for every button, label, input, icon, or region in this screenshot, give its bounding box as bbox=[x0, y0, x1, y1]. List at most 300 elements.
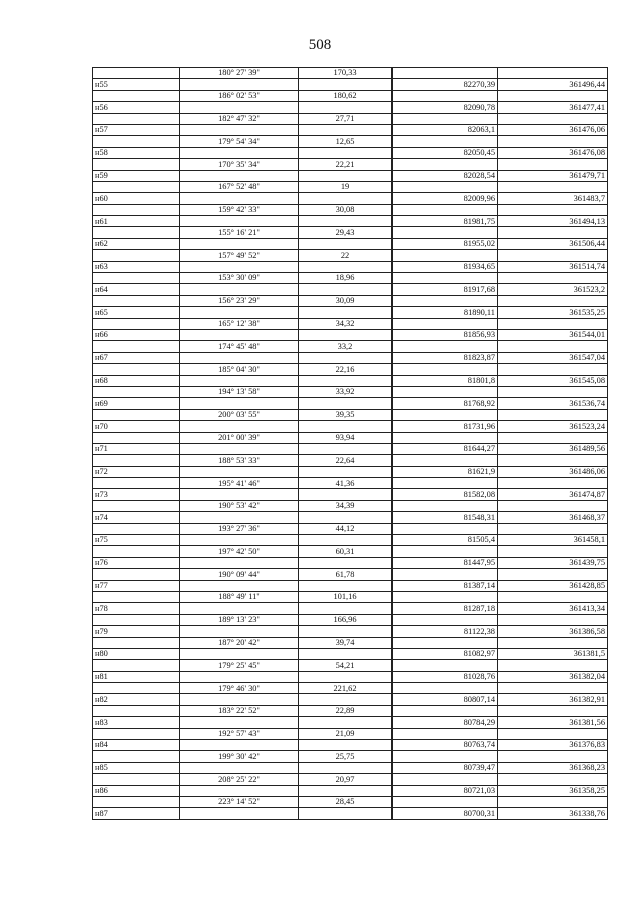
y-coordinate-cell bbox=[498, 774, 608, 785]
point-name-cell bbox=[93, 364, 180, 375]
y-coordinate-cell: 361458,1 bbox=[498, 535, 608, 546]
y-coordinate-cell bbox=[498, 455, 608, 466]
distance-cell bbox=[299, 216, 393, 227]
x-coordinate-cell bbox=[392, 318, 498, 329]
point-name-cell: н83 bbox=[93, 717, 180, 728]
point-name-cell: н68 bbox=[93, 375, 180, 386]
point-name-cell bbox=[93, 523, 180, 534]
bearing-angle-cell bbox=[180, 216, 299, 227]
bearing-angle-cell bbox=[180, 740, 299, 751]
bearing-angle-cell bbox=[180, 375, 299, 386]
y-coordinate-cell bbox=[498, 523, 608, 534]
y-coordinate-cell: 361476,06 bbox=[498, 124, 608, 135]
x-coordinate-cell bbox=[392, 204, 498, 215]
point-name-cell: н62 bbox=[93, 238, 180, 249]
x-coordinate-cell: 81731,96 bbox=[392, 421, 498, 432]
x-coordinate-cell: 81582,08 bbox=[392, 489, 498, 500]
segment-row bbox=[93, 181, 608, 192]
y-coordinate-cell: 361479,71 bbox=[498, 170, 608, 181]
bearing-angle-cell bbox=[180, 147, 299, 158]
bearing-angle-cell: 190° 53' 42" bbox=[180, 500, 299, 511]
x-coordinate-cell bbox=[392, 181, 498, 192]
segment-row bbox=[93, 364, 608, 375]
y-coordinate-cell: 361545,08 bbox=[498, 375, 608, 386]
bearing-angle-cell bbox=[180, 284, 299, 295]
distance-cell: 12,65 bbox=[299, 136, 393, 147]
bearing-angle-cell: 167° 52' 48" bbox=[180, 181, 299, 192]
bearing-angle-cell: 159° 42' 33" bbox=[180, 204, 299, 215]
y-coordinate-cell: 361477,41 bbox=[498, 102, 608, 113]
point-row bbox=[93, 307, 608, 318]
point-name-cell: н84 bbox=[93, 740, 180, 751]
x-coordinate-cell bbox=[392, 705, 498, 716]
y-coordinate-cell: 361382,04 bbox=[498, 671, 608, 682]
distance-cell: 61,78 bbox=[299, 569, 393, 580]
point-name-cell bbox=[93, 774, 180, 785]
segment-row bbox=[93, 797, 608, 808]
distance-cell: 27,71 bbox=[299, 113, 393, 124]
x-coordinate-cell: 81644,27 bbox=[392, 443, 498, 454]
point-name-cell bbox=[93, 318, 180, 329]
point-name-cell bbox=[93, 728, 180, 739]
point-name-cell: н76 bbox=[93, 557, 180, 568]
segment-row bbox=[93, 455, 608, 466]
segment-row bbox=[93, 614, 608, 625]
bearing-angle-cell: 197° 42' 50" bbox=[180, 546, 299, 557]
bearing-angle-cell bbox=[180, 535, 299, 546]
y-coordinate-cell bbox=[498, 90, 608, 101]
distance-cell bbox=[299, 261, 393, 272]
distance-cell bbox=[299, 284, 393, 295]
y-coordinate-cell bbox=[498, 728, 608, 739]
x-coordinate-cell: 82063,1 bbox=[392, 124, 498, 135]
bearing-angle-cell: 186° 02' 53" bbox=[180, 90, 299, 101]
y-coordinate-cell: 361547,04 bbox=[498, 352, 608, 363]
bearing-angle-cell bbox=[180, 466, 299, 477]
bearing-angle-cell bbox=[180, 421, 299, 432]
point-name-cell bbox=[93, 569, 180, 580]
bearing-angle-cell: 153° 30' 09" bbox=[180, 273, 299, 284]
distance-cell bbox=[299, 375, 393, 386]
point-row bbox=[93, 147, 608, 158]
distance-cell: 22,64 bbox=[299, 455, 393, 466]
distance-cell bbox=[299, 694, 393, 705]
distance-cell: 170,33 bbox=[299, 68, 393, 79]
distance-cell: 30,09 bbox=[299, 295, 393, 306]
bearing-angle-cell bbox=[180, 808, 299, 819]
x-coordinate-cell: 81548,31 bbox=[392, 512, 498, 523]
y-coordinate-cell: 361413,34 bbox=[498, 603, 608, 614]
segment-row bbox=[93, 250, 608, 261]
y-coordinate-cell bbox=[498, 432, 608, 443]
distance-cell bbox=[299, 421, 393, 432]
point-name-cell: н85 bbox=[93, 762, 180, 773]
point-name-cell bbox=[93, 705, 180, 716]
bearing-angle-cell bbox=[180, 671, 299, 682]
x-coordinate-cell bbox=[392, 683, 498, 694]
distance-cell: 44,12 bbox=[299, 523, 393, 534]
point-row bbox=[93, 603, 608, 614]
distance-cell: 20,97 bbox=[299, 774, 393, 785]
point-row bbox=[93, 421, 608, 432]
bearing-angle-cell: 156° 23' 29" bbox=[180, 295, 299, 306]
distance-cell bbox=[299, 147, 393, 158]
y-coordinate-cell: 361381,56 bbox=[498, 717, 608, 728]
point-row bbox=[93, 352, 608, 363]
distance-cell bbox=[299, 808, 393, 819]
x-coordinate-cell: 81447,95 bbox=[392, 557, 498, 568]
y-coordinate-cell bbox=[498, 364, 608, 375]
segment-row bbox=[93, 113, 608, 124]
point-name-cell: н59 bbox=[93, 170, 180, 181]
distance-cell bbox=[299, 580, 393, 591]
point-name-cell: н74 bbox=[93, 512, 180, 523]
y-coordinate-cell: 361474,87 bbox=[498, 489, 608, 500]
point-name-cell bbox=[93, 136, 180, 147]
distance-cell bbox=[299, 307, 393, 318]
point-name-cell: н81 bbox=[93, 671, 180, 682]
point-row bbox=[93, 102, 608, 113]
x-coordinate-cell: 80807,14 bbox=[392, 694, 498, 705]
distance-cell: 22 bbox=[299, 250, 393, 261]
y-coordinate-cell bbox=[498, 546, 608, 557]
point-name-cell bbox=[93, 751, 180, 762]
point-name-cell bbox=[93, 250, 180, 261]
x-coordinate-cell: 81082,97 bbox=[392, 648, 498, 659]
segment-row bbox=[93, 774, 608, 785]
point-row bbox=[93, 398, 608, 409]
y-coordinate-cell: 361483,7 bbox=[498, 193, 608, 204]
point-name-cell: н87 bbox=[93, 808, 180, 819]
point-name-cell bbox=[93, 341, 180, 352]
point-row bbox=[93, 170, 608, 181]
distance-cell bbox=[299, 102, 393, 113]
point-row bbox=[93, 557, 608, 568]
distance-cell: 34,32 bbox=[299, 318, 393, 329]
y-coordinate-cell: 361523,24 bbox=[498, 421, 608, 432]
x-coordinate-cell: 81823,87 bbox=[392, 352, 498, 363]
point-name-cell bbox=[93, 797, 180, 808]
bearing-angle-cell: 189° 13' 23" bbox=[180, 614, 299, 625]
y-coordinate-cell bbox=[498, 68, 608, 79]
x-coordinate-cell bbox=[392, 797, 498, 808]
bearing-angle-cell bbox=[180, 398, 299, 409]
x-coordinate-cell bbox=[392, 68, 498, 79]
point-row bbox=[93, 216, 608, 227]
y-coordinate-cell bbox=[498, 250, 608, 261]
bearing-angle-cell bbox=[180, 580, 299, 591]
x-coordinate-cell bbox=[392, 774, 498, 785]
point-name-cell bbox=[93, 683, 180, 694]
x-coordinate-cell: 81621,9 bbox=[392, 466, 498, 477]
distance-cell bbox=[299, 603, 393, 614]
point-name-cell: н82 bbox=[93, 694, 180, 705]
segment-row bbox=[93, 478, 608, 489]
y-coordinate-cell bbox=[498, 797, 608, 808]
point-name-cell: н73 bbox=[93, 489, 180, 500]
bearing-angle-cell bbox=[180, 489, 299, 500]
y-coordinate-cell: 361381,5 bbox=[498, 648, 608, 659]
point-name-cell bbox=[93, 660, 180, 671]
bearing-angle-cell bbox=[180, 238, 299, 249]
point-row bbox=[93, 466, 608, 477]
point-row bbox=[93, 238, 608, 249]
distance-cell bbox=[299, 443, 393, 454]
distance-cell: 30,08 bbox=[299, 204, 393, 215]
point-row bbox=[93, 79, 608, 90]
x-coordinate-cell bbox=[392, 295, 498, 306]
coordinates-table-body bbox=[93, 68, 608, 820]
point-name-cell: н72 bbox=[93, 466, 180, 477]
x-coordinate-cell: 80721,03 bbox=[392, 785, 498, 796]
y-coordinate-cell bbox=[498, 614, 608, 625]
x-coordinate-cell bbox=[392, 159, 498, 170]
x-coordinate-cell: 82009,96 bbox=[392, 193, 498, 204]
point-name-cell: н64 bbox=[93, 284, 180, 295]
distance-cell: 39,35 bbox=[299, 409, 393, 420]
bearing-angle-cell: 165° 12' 38" bbox=[180, 318, 299, 329]
x-coordinate-cell bbox=[392, 637, 498, 648]
x-coordinate-cell bbox=[392, 136, 498, 147]
point-name-cell: н63 bbox=[93, 261, 180, 272]
bearing-angle-cell: 201° 00' 39" bbox=[180, 432, 299, 443]
x-coordinate-cell bbox=[392, 386, 498, 397]
point-row bbox=[93, 193, 608, 204]
point-row bbox=[93, 671, 608, 682]
x-coordinate-cell: 81801,8 bbox=[392, 375, 498, 386]
point-name-cell bbox=[93, 386, 180, 397]
point-row bbox=[93, 124, 608, 135]
point-name-cell bbox=[93, 113, 180, 124]
point-name-cell: н79 bbox=[93, 626, 180, 637]
point-row bbox=[93, 284, 608, 295]
x-coordinate-cell: 82050,45 bbox=[392, 147, 498, 158]
distance-cell: 19 bbox=[299, 181, 393, 192]
segment-row bbox=[93, 318, 608, 329]
x-coordinate-cell: 81981,75 bbox=[392, 216, 498, 227]
distance-cell: 39,74 bbox=[299, 637, 393, 648]
point-name-cell bbox=[93, 614, 180, 625]
point-name-cell: н66 bbox=[93, 329, 180, 340]
y-coordinate-cell: 361514,74 bbox=[498, 261, 608, 272]
bearing-angle-cell: 223° 14' 52" bbox=[180, 797, 299, 808]
y-coordinate-cell: 361496,44 bbox=[498, 79, 608, 90]
distance-cell bbox=[299, 717, 393, 728]
distance-cell bbox=[299, 329, 393, 340]
segment-row bbox=[93, 227, 608, 238]
point-name-cell bbox=[93, 295, 180, 306]
point-name-cell bbox=[93, 478, 180, 489]
x-coordinate-cell bbox=[392, 250, 498, 261]
y-coordinate-cell bbox=[498, 136, 608, 147]
distance-cell bbox=[299, 398, 393, 409]
x-coordinate-cell bbox=[392, 455, 498, 466]
distance-cell: 166,96 bbox=[299, 614, 393, 625]
x-coordinate-cell bbox=[392, 546, 498, 557]
x-coordinate-cell bbox=[392, 523, 498, 534]
y-coordinate-cell bbox=[498, 705, 608, 716]
bearing-angle-cell bbox=[180, 557, 299, 568]
bearing-angle-cell bbox=[180, 694, 299, 705]
x-coordinate-cell: 82028,54 bbox=[392, 170, 498, 181]
point-name-cell bbox=[93, 181, 180, 192]
x-coordinate-cell bbox=[392, 113, 498, 124]
bearing-angle-cell: 170° 35' 34" bbox=[180, 159, 299, 170]
segment-row bbox=[93, 546, 608, 557]
distance-cell bbox=[299, 557, 393, 568]
distance-cell bbox=[299, 785, 393, 796]
segment-row bbox=[93, 159, 608, 170]
point-name-cell bbox=[93, 273, 180, 284]
x-coordinate-cell bbox=[392, 364, 498, 375]
point-name-cell bbox=[93, 204, 180, 215]
bearing-angle-cell: 155° 16' 21" bbox=[180, 227, 299, 238]
bearing-angle-cell bbox=[180, 352, 299, 363]
segment-row bbox=[93, 660, 608, 671]
point-row bbox=[93, 694, 608, 705]
point-name-cell: н86 bbox=[93, 785, 180, 796]
point-row bbox=[93, 261, 608, 272]
bearing-angle-cell bbox=[180, 785, 299, 796]
bearing-angle-cell: 180° 27' 39" bbox=[180, 68, 299, 79]
x-coordinate-cell: 81768,92 bbox=[392, 398, 498, 409]
point-name-cell: н77 bbox=[93, 580, 180, 591]
bearing-angle-cell: 188° 49' 11" bbox=[180, 591, 299, 602]
distance-cell: 25,75 bbox=[299, 751, 393, 762]
x-coordinate-cell bbox=[392, 432, 498, 443]
distance-cell: 22,16 bbox=[299, 364, 393, 375]
bearing-angle-cell: 192° 57' 43" bbox=[180, 728, 299, 739]
bearing-angle-cell bbox=[180, 329, 299, 340]
y-coordinate-cell bbox=[498, 683, 608, 694]
segment-row bbox=[93, 341, 608, 352]
bearing-angle-cell bbox=[180, 512, 299, 523]
y-coordinate-cell: 361476,08 bbox=[498, 147, 608, 158]
bearing-angle-cell bbox=[180, 648, 299, 659]
point-row bbox=[93, 375, 608, 386]
distance-cell bbox=[299, 124, 393, 135]
bearing-angle-cell: 193° 27' 36" bbox=[180, 523, 299, 534]
point-name-cell bbox=[93, 455, 180, 466]
segment-row bbox=[93, 386, 608, 397]
point-row bbox=[93, 740, 608, 751]
y-coordinate-cell: 361338,76 bbox=[498, 808, 608, 819]
y-coordinate-cell bbox=[498, 386, 608, 397]
point-name-cell bbox=[93, 546, 180, 557]
point-row bbox=[93, 580, 608, 591]
bearing-angle-cell bbox=[180, 443, 299, 454]
point-name-cell bbox=[93, 90, 180, 101]
segment-row bbox=[93, 432, 608, 443]
distance-cell bbox=[299, 762, 393, 773]
point-name-cell: н58 bbox=[93, 147, 180, 158]
x-coordinate-cell: 81387,14 bbox=[392, 580, 498, 591]
x-coordinate-cell: 82270,39 bbox=[392, 79, 498, 90]
point-row bbox=[93, 717, 608, 728]
segment-row bbox=[93, 591, 608, 602]
point-row bbox=[93, 648, 608, 659]
distance-cell: 22,89 bbox=[299, 705, 393, 716]
y-coordinate-cell: 361523,2 bbox=[498, 284, 608, 295]
distance-cell: 41,36 bbox=[299, 478, 393, 489]
bearing-angle-cell: 195° 41' 46" bbox=[180, 478, 299, 489]
y-coordinate-cell: 361486,06 bbox=[498, 466, 608, 477]
bearing-angle-cell bbox=[180, 307, 299, 318]
x-coordinate-cell bbox=[392, 614, 498, 625]
bearing-angle-cell bbox=[180, 79, 299, 90]
bearing-angle-cell: 188° 53' 33" bbox=[180, 455, 299, 466]
point-row bbox=[93, 785, 608, 796]
point-row bbox=[93, 808, 608, 819]
bearing-angle-cell bbox=[180, 717, 299, 728]
segment-row bbox=[93, 751, 608, 762]
point-row bbox=[93, 762, 608, 773]
bearing-angle-cell bbox=[180, 603, 299, 614]
distance-cell: 33,2 bbox=[299, 341, 393, 352]
x-coordinate-cell bbox=[392, 500, 498, 511]
segment-row bbox=[93, 569, 608, 580]
segment-row bbox=[93, 523, 608, 534]
bearing-angle-cell: 157° 49' 52" bbox=[180, 250, 299, 261]
y-coordinate-cell: 361535,25 bbox=[498, 307, 608, 318]
y-coordinate-cell: 361536,74 bbox=[498, 398, 608, 409]
point-name-cell: н69 bbox=[93, 398, 180, 409]
point-row bbox=[93, 535, 608, 546]
segment-row bbox=[93, 204, 608, 215]
segment-row bbox=[93, 68, 608, 79]
distance-cell: 21,09 bbox=[299, 728, 393, 739]
bearing-angle-cell: 185° 04' 30" bbox=[180, 364, 299, 375]
distance-cell: 34,39 bbox=[299, 500, 393, 511]
y-coordinate-cell: 361544,01 bbox=[498, 329, 608, 340]
point-name-cell: н70 bbox=[93, 421, 180, 432]
x-coordinate-cell: 81505,4 bbox=[392, 535, 498, 546]
x-coordinate-cell bbox=[392, 90, 498, 101]
distance-cell bbox=[299, 626, 393, 637]
page-number: 508 bbox=[308, 37, 332, 53]
bearing-angle-cell bbox=[180, 626, 299, 637]
distance-cell: 22,21 bbox=[299, 159, 393, 170]
bearing-angle-cell: 179° 46' 30" bbox=[180, 683, 299, 694]
point-name-cell: н55 bbox=[93, 79, 180, 90]
x-coordinate-cell: 81890,11 bbox=[392, 307, 498, 318]
point-name-cell: н65 bbox=[93, 307, 180, 318]
y-coordinate-cell bbox=[498, 181, 608, 192]
y-coordinate-cell: 361489,56 bbox=[498, 443, 608, 454]
point-name-cell: н75 bbox=[93, 535, 180, 546]
bearing-angle-cell bbox=[180, 170, 299, 181]
x-coordinate-cell bbox=[392, 660, 498, 671]
point-name-cell: н60 bbox=[93, 193, 180, 204]
x-coordinate-cell: 81028,76 bbox=[392, 671, 498, 682]
segment-row bbox=[93, 500, 608, 511]
x-coordinate-cell: 81287,18 bbox=[392, 603, 498, 614]
x-coordinate-cell: 80700,31 bbox=[392, 808, 498, 819]
coordinates-table bbox=[92, 67, 608, 820]
x-coordinate-cell bbox=[392, 569, 498, 580]
bearing-angle-cell bbox=[180, 124, 299, 135]
x-coordinate-cell bbox=[392, 478, 498, 489]
distance-cell bbox=[299, 352, 393, 363]
distance-cell bbox=[299, 648, 393, 659]
distance-cell: 60,31 bbox=[299, 546, 393, 557]
distance-cell: 29,43 bbox=[299, 227, 393, 238]
y-coordinate-cell bbox=[498, 227, 608, 238]
point-name-cell: н80 bbox=[93, 648, 180, 659]
distance-cell bbox=[299, 740, 393, 751]
segment-row bbox=[93, 637, 608, 648]
x-coordinate-cell: 80763,74 bbox=[392, 740, 498, 751]
